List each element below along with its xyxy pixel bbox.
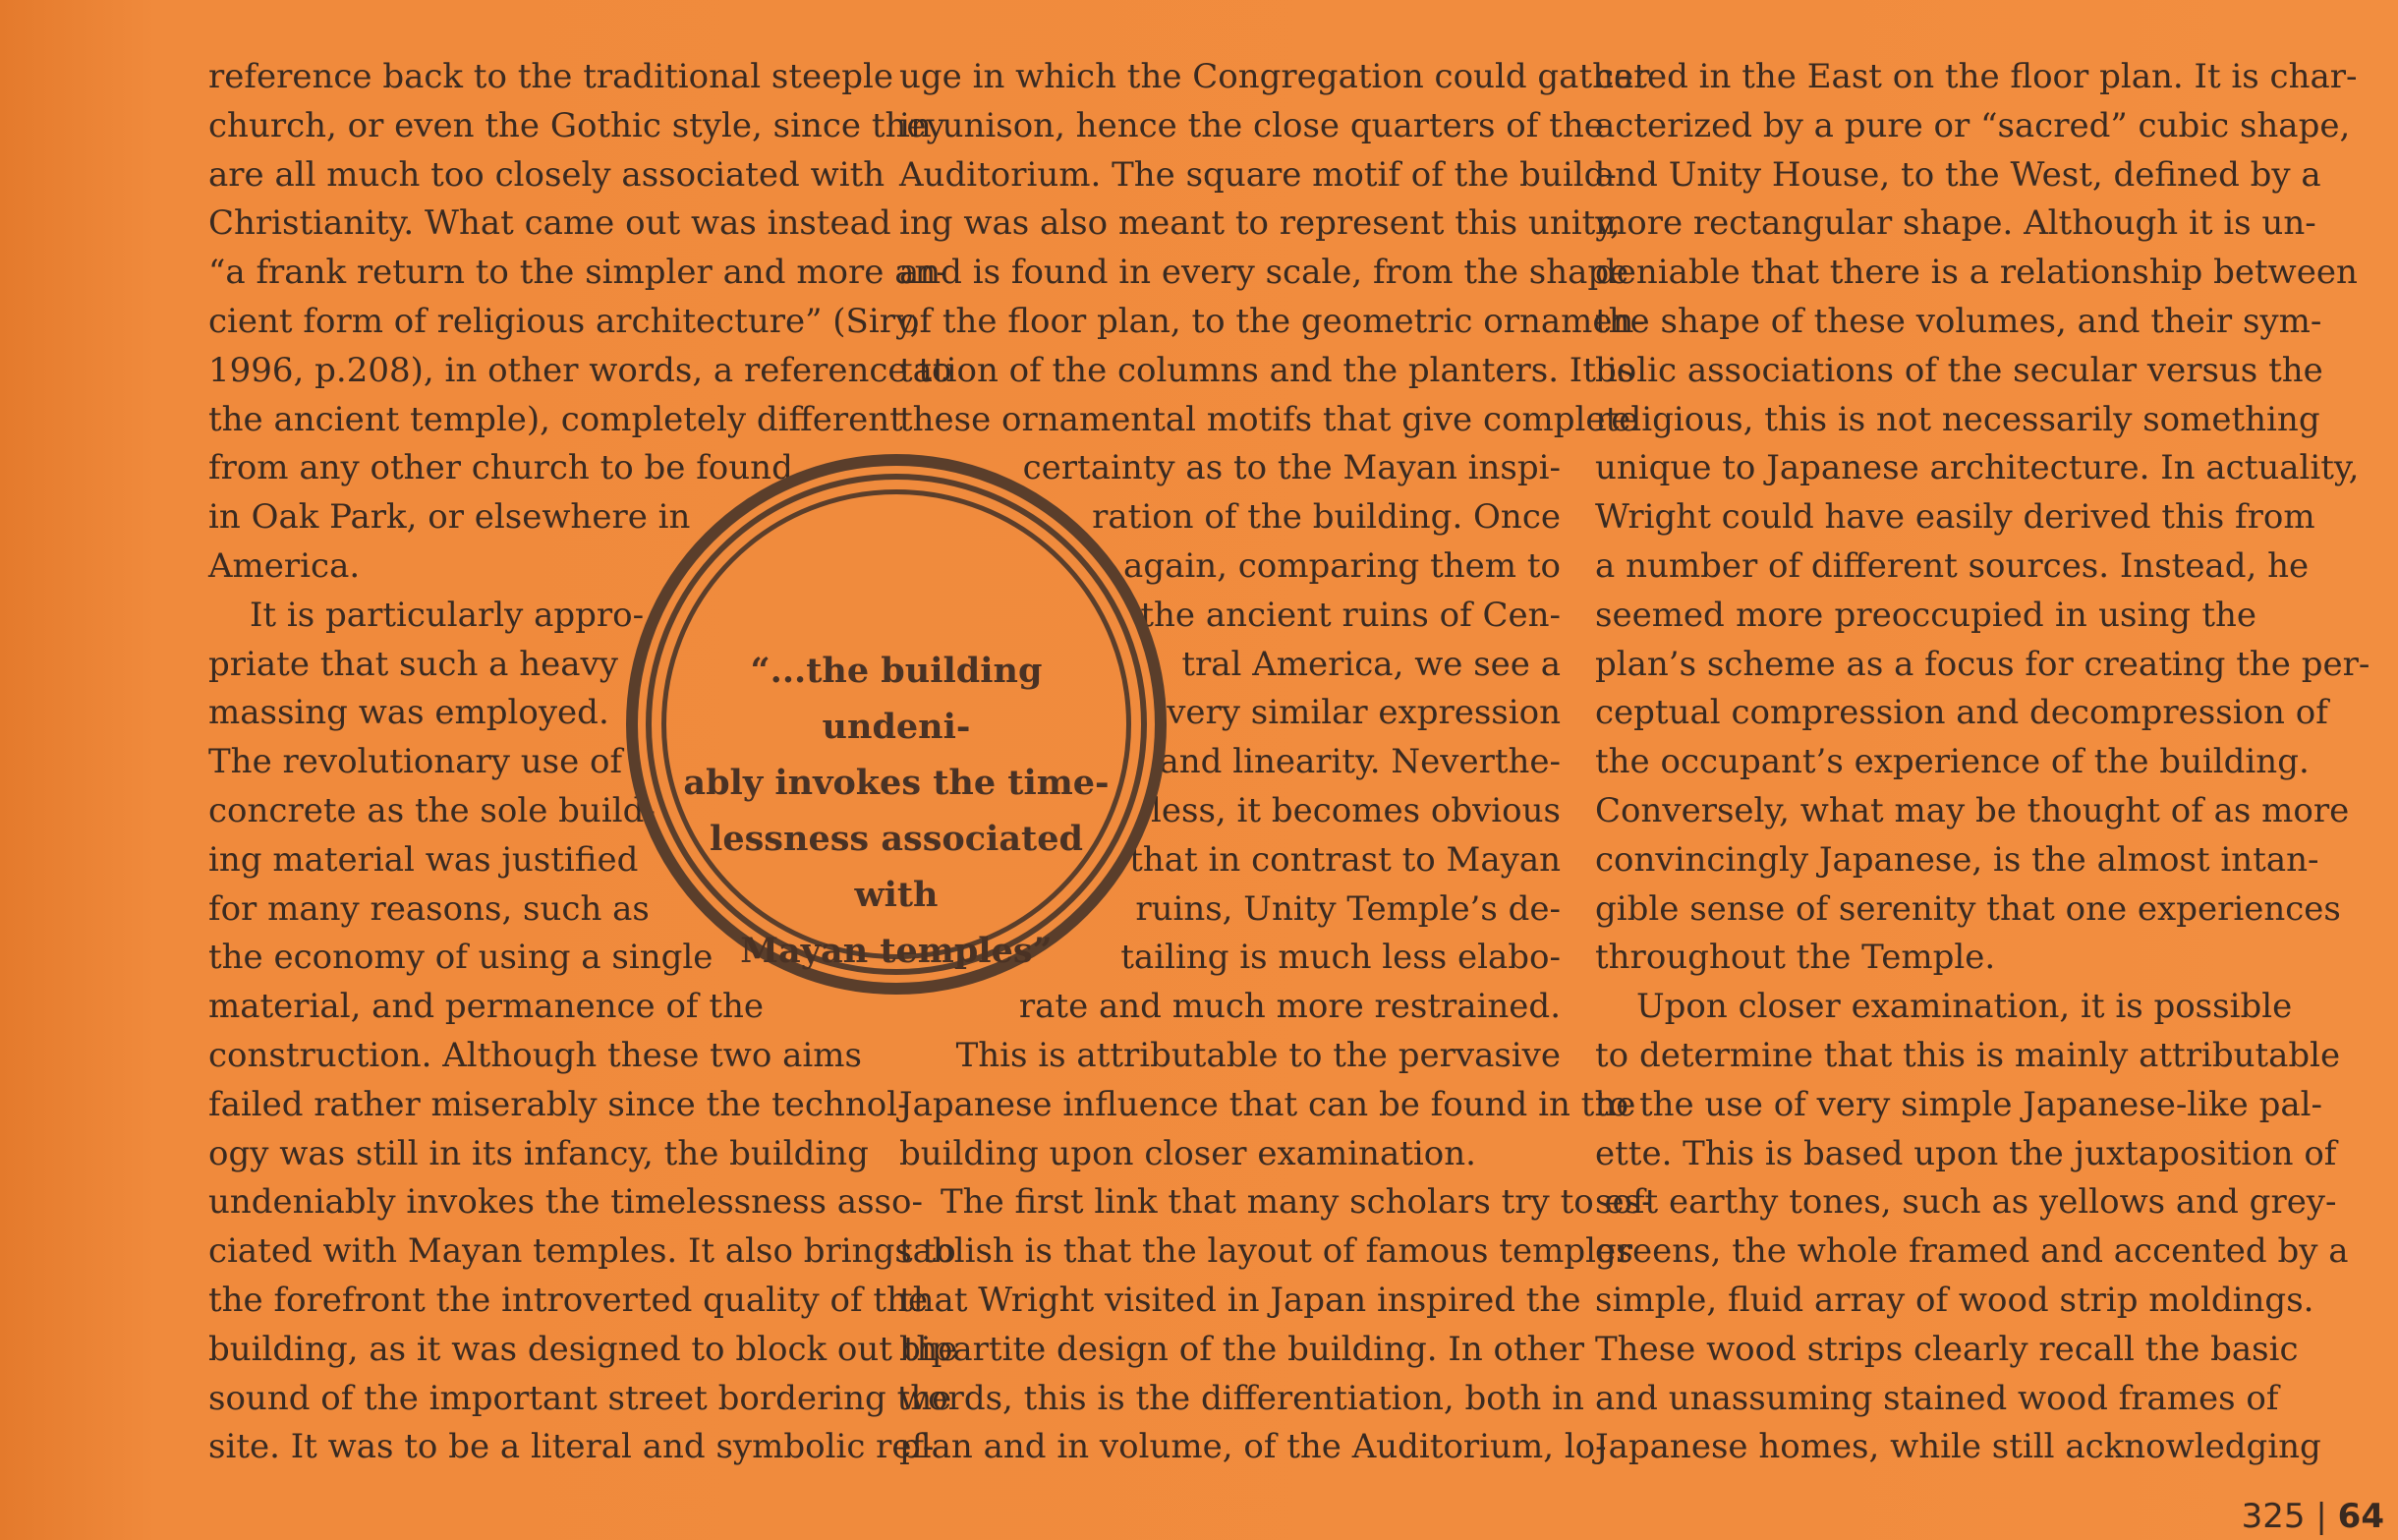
text-line: ogy was still in its infancy, the building — [208, 1133, 869, 1173]
text-line: ceptual compression and decompression of — [1595, 693, 2328, 733]
text-line: massing was employed. — [208, 693, 609, 733]
pull-quote-line: “...the building undeni- — [750, 651, 1043, 747]
text-line: religious, this is not necessarily something — [1595, 399, 2320, 439]
text-line: from any other church to be found — [208, 448, 793, 488]
text-line: seemed more preoccupied in using the — [1595, 595, 2256, 635]
text-line: these ornamental motifs that give complete — [899, 399, 1639, 439]
text-line: bipartite design of the building. In other — [899, 1329, 1584, 1369]
text-line: undeniably invokes the timelessness asso- — [208, 1182, 923, 1223]
text-line: the shape of these volumes, and their sym- — [1595, 301, 2322, 341]
text-line: ciated with Mayan temples. It also brings to — [208, 1231, 956, 1272]
text-line: Auditorium. The square motif of the build- — [899, 154, 1617, 195]
pull-quote — [626, 454, 1167, 995]
text-line: It is particularly appro- — [250, 595, 645, 635]
text-line: building, as it was designed to block out the — [208, 1329, 958, 1369]
text-line: The revolutionary use of — [208, 742, 623, 782]
text-line: “a frank return to the simpler and more an- — [208, 253, 947, 293]
text-line: tailing is much less elabo- — [1120, 938, 1561, 978]
text-line: and Unity House, to the West, defined by a — [1595, 154, 2321, 195]
text-line: tablish is that the layout of famous temples — [899, 1231, 1633, 1272]
text-line: reference back to the traditional steeple — [208, 57, 894, 96]
text-line: plan and in volume, of the Auditorium, lo- — [899, 1427, 1607, 1467]
text-line: church, or even the Gothic style, since they — [208, 105, 945, 145]
text-line: acterized by a pure or “sacred” cubic shape, — [1595, 105, 2351, 145]
text-line: simple, fluid array of wood strip moldings. — [1595, 1280, 2314, 1320]
pull-quote-text — [677, 643, 1115, 979]
text-line: construction. Although these two aims — [208, 1035, 862, 1075]
text-line: convincingly Japanese, is the almost intan- — [1595, 839, 2319, 880]
text-line: Japanese homes, while still acknowledging — [1595, 1427, 2321, 1467]
text-line: less, it becomes obvious — [1151, 790, 1561, 830]
text-line: the ancient temple), completely different — [208, 399, 903, 439]
page-number-left: 325 — [2241, 1497, 2306, 1536]
text-line: ration of the building. Once — [1092, 497, 1561, 538]
text-line: greens, the whole framed and accented by a — [1595, 1231, 2349, 1272]
text-column-3 — [1595, 53, 2370, 1472]
text-line: Conversely, what may be thought of as more — [1595, 790, 2350, 830]
text-line: the ancient ruins of Cen- — [1140, 595, 1561, 635]
text-line: Upon closer examination, it is possible — [1636, 987, 2293, 1027]
pull-quote-line: Mayan temples” — [740, 931, 1053, 971]
page-number-separator: | — [2315, 1497, 2327, 1536]
text-line: the occupant’s experience of the building. — [1595, 742, 2310, 782]
text-line: and unassuming stained wood frames of — [1595, 1378, 2279, 1418]
text-line: to the use of very simple Japanese-like pal- — [1595, 1084, 2322, 1124]
text-line: to determine that this is mainly attributable — [1595, 1035, 2341, 1075]
text-line: deniable that there is a relationship between — [1595, 253, 2358, 293]
text-line: material, and permanence of the — [208, 987, 765, 1027]
text-line: ing was also meant to represent this unity, — [899, 203, 1621, 244]
text-line: Wright could have easily derived this from — [1595, 497, 2315, 538]
text-line: more rectangular shape. Although it is un- — [1595, 203, 2316, 244]
text-line: ruins, Unity Temple’s de- — [1135, 888, 1561, 929]
text-line: building upon closer examination. — [899, 1133, 1476, 1173]
text-line: America. — [208, 545, 361, 586]
text-line: This is attributable to the pervasive — [955, 1035, 1561, 1075]
text-line: tral America, we see a — [1181, 644, 1561, 684]
text-line: Christianity. What came out was instead — [208, 203, 891, 244]
text-line: a number of different sources. Instead, he — [1595, 545, 2310, 586]
text-line: in unison, hence the close quarters of the — [899, 105, 1604, 145]
text-line: rate and much more restrained. — [1018, 987, 1561, 1027]
text-line: words, this is the differentiation, both in — [899, 1378, 1584, 1418]
text-line: and is found in every scale, from the shape — [899, 253, 1629, 293]
text-line: soft earthy tones, such as yellows and grey- — [1595, 1182, 2337, 1223]
text-line: gible sense of serenity that one experiences — [1595, 888, 2341, 929]
text-line: These wood strips clearly recall the basic — [1595, 1329, 2299, 1369]
text-line: priate that such a heavy — [208, 644, 618, 684]
text-line: 1996, p.208), in other words, a reference to — [208, 350, 952, 390]
text-line: that in contrast to Mayan — [1129, 839, 1561, 880]
text-line: that Wright visited in Japan inspired the — [899, 1280, 1581, 1320]
text-line: unique to Japanese architecture. In actuality, — [1595, 448, 2360, 488]
text-line: are all much too closely associated with — [208, 154, 885, 195]
text-line: failed rather miserably since the technol- — [208, 1084, 909, 1124]
text-line: Japanese influence that can be found in the — [899, 1084, 1636, 1124]
text-line: tation of the columns and the planters. It is — [899, 350, 1635, 390]
text-line: bolic associations of the secular versus the — [1595, 350, 2323, 390]
text-line: very similar expression — [1167, 693, 1561, 733]
text-line: uge in which the Congregation could gather — [899, 57, 1650, 96]
page-number — [2242, 1497, 2384, 1536]
text-line: The first link that many scholars try to es- — [941, 1182, 1653, 1223]
text-line: ing material was justified — [208, 839, 639, 880]
text-line: of the floor plan, to the geometric ornamen- — [899, 301, 1645, 341]
pull-quote-line: ably invokes the time- — [683, 763, 1110, 803]
text-line: throughout the Temple. — [1595, 938, 1996, 978]
text-line: sound of the important street bordering the — [208, 1378, 952, 1418]
text-line: again, comparing them to — [1123, 545, 1561, 586]
text-line: and linearity. Neverthe- — [1159, 742, 1561, 782]
text-line: in Oak Park, or elsewhere in — [208, 497, 691, 538]
text-line: certainty as to the Mayan inspi- — [1022, 448, 1561, 488]
text-line: cated in the East on the floor plan. It is char- — [1595, 57, 2358, 96]
text-line: concrete as the sole build- — [208, 790, 656, 830]
pull-quote-line: lessness associated with — [710, 819, 1083, 915]
text-line: the economy of using a single — [208, 938, 714, 978]
page-number-right: 64 — [2337, 1497, 2384, 1536]
text-line: cient form of religious architecture” (Siry, — [208, 301, 921, 341]
text-line: site. It was to be a literal and symbolic ref- — [208, 1427, 935, 1467]
text-line: the forefront the introverted quality of the — [208, 1280, 929, 1320]
text-line: ette. This is based upon the juxtaposition of — [1595, 1133, 2337, 1173]
text-line: plan’s scheme as a focus for creating the per- — [1595, 644, 2370, 684]
text-line: for many reasons, such as — [208, 888, 650, 929]
